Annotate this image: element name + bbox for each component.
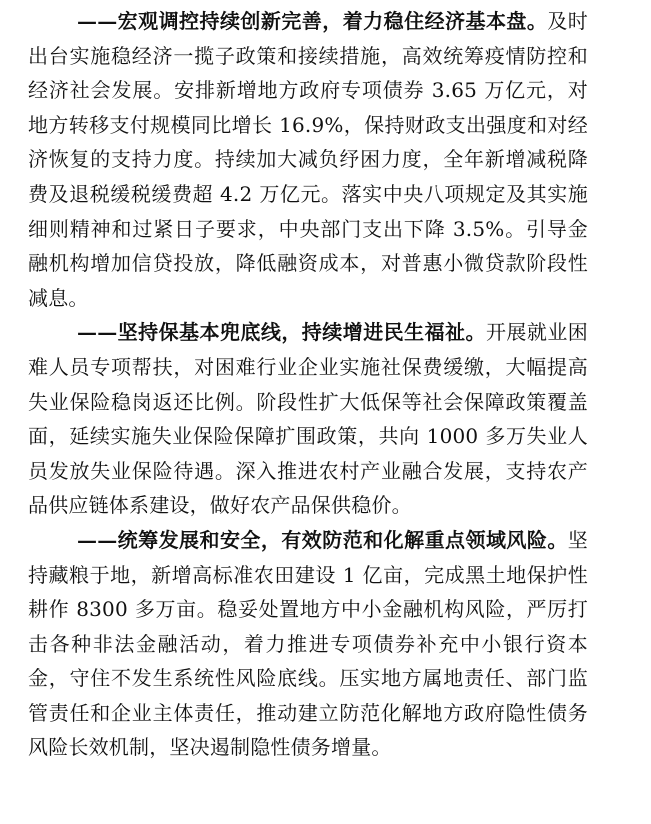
- text-line: 面，延续实施失业保险保障扩围政策，共向 1000 多万失业人: [28, 424, 588, 449]
- text-line: 出台实施稳经济一揽子政策和接续措施，高效统筹疫情防控和: [28, 43, 588, 68]
- text-line: 风险长效机制，坚决遏制隐性债务增量。: [28, 735, 392, 760]
- paragraph-text: 坚: [567, 527, 588, 552]
- text-line: 费及退税缓税缓费超 4.2 万亿元。落实中央八项规定及其实施: [28, 181, 588, 206]
- document-body: [28, 4, 588, 765]
- text-line: 融机构增加信贷投放，降低融资成本，对普惠小微贷款阶段性: [28, 251, 588, 276]
- text-line: 经济社会发展。安排新增地方政府专项债券 3.65 万亿元，对: [28, 78, 588, 103]
- text-line: 济恢复的支持力度。持续加大减负纾困力度，全年新增减税降: [28, 147, 588, 172]
- text-line: 地方转移支付规模同比增长 16.9%，保持财政支出强度和对经: [28, 112, 588, 137]
- text-line: 品供应链体系建设，做好农产品保供稳价。: [28, 493, 412, 518]
- paragraph-lead: ——统筹发展和安全，有效防范和化解重点领域风险。: [77, 527, 568, 552]
- text-line: 减息。: [28, 285, 89, 310]
- text-line: 金，守住不发生系统性风险底线。压实地方属地责任、部门监: [28, 666, 588, 691]
- text-line: 员发放失业保险待遇。深入推进农村产业融合发展，支持农产: [28, 458, 588, 483]
- text-line: [28, 4, 588, 39]
- text-line: 失业保险稳岗返还比例。阶段性扩大低保等社会保障政策覆盖: [28, 389, 588, 414]
- text-line: 持藏粮于地，新增高标准农田建设 1 亿亩，完成黑土地保护性: [28, 562, 588, 587]
- paragraph-text: 及时: [547, 9, 588, 33]
- paragraph-risk-prevention: [28, 523, 588, 765]
- text-line: 细则精神和过紧日子要求，中央部门支出下降 3.5%。引导金: [28, 216, 588, 241]
- paragraph-lead: ——坚持保基本兜底线，持续增进民生福祉。: [77, 320, 486, 345]
- paragraph-text: 开展就业困: [485, 320, 589, 345]
- text-line: [28, 523, 588, 558]
- text-line: 管责任和企业主体责任，推动建立防范化解地方政府隐性债务: [28, 700, 588, 725]
- text-line: 击各种非法金融活动，着力推进专项债券补充中小银行资本: [28, 631, 588, 656]
- text-line: 难人员专项帮扶，对困难行业企业实施社保费缓缴，大幅提高: [28, 354, 588, 379]
- paragraph-lead: ——宏观调控持续创新完善，着力稳住经济基本盘。: [77, 9, 548, 33]
- text-line: [28, 315, 588, 350]
- paragraph-macro-control: [28, 4, 588, 315]
- paragraph-livelihood: [28, 315, 588, 523]
- text-line: 耕作 8300 多万亩。稳妥处置地方中小金融机构风险，严厉打: [28, 597, 588, 622]
